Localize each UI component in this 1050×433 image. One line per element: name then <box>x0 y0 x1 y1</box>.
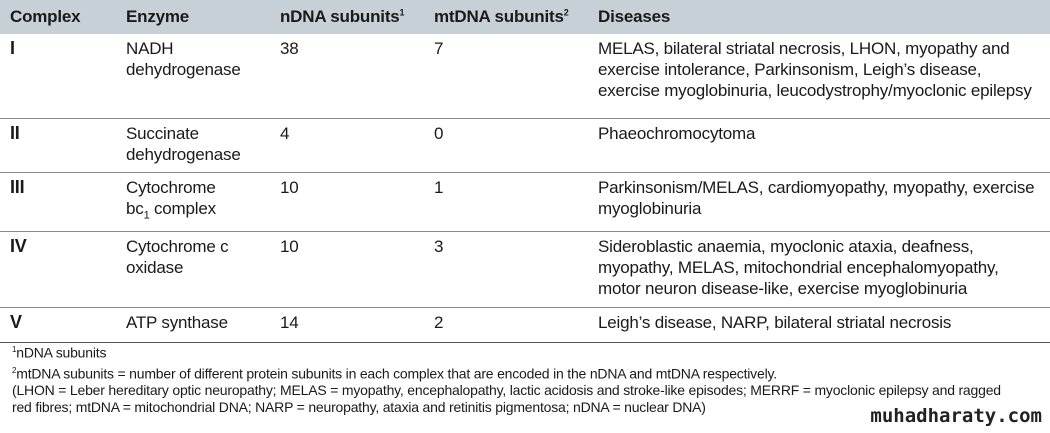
header-mtdna-footnote-mark: 2 <box>563 7 569 18</box>
cell-diseases: Leigh’s disease, NARP, bilateral striatal necrosis <box>598 312 952 332</box>
cell-mtdna: 7 <box>434 39 444 58</box>
table-row <box>0 34 1050 118</box>
watermark: muhadharaty.com <box>870 405 1042 427</box>
header-complex-label: Complex <box>10 7 81 26</box>
cell-enzyme: NADH dehydrogenase <box>126 39 241 79</box>
header-ndna <box>276 0 430 34</box>
cell-diseases: MELAS, bilateral striatal necrosis, LHON, myopathy and exercise intolerance, Parkinsonism, Leigh’s disease, exercise myoglobinuria, leucodystrophy/myoclonic epilepsy <box>598 39 1032 100</box>
footnote-1 <box>12 341 1032 362</box>
cell-diseases: Sideroblastic anaemia, myoclonic ataxia, deafness, myopathy, MELAS, mitochondrial encephalomyopathy, motor neuron disease-like, exercise myoglobinuria <box>598 236 999 298</box>
cell-complex: II <box>10 122 20 143</box>
cell-enzyme: Succinate dehydrogenase <box>126 123 241 164</box>
cell-ndna: 10 <box>280 236 299 256</box>
header-mtdna <box>430 0 594 34</box>
cell-ndna: 4 <box>280 123 290 143</box>
footnote-2-text: mtDNA subunits = number of different protein subunits in each complex that are encoded in the nDNA and mtDNA respectively. <box>16 365 777 382</box>
cell-enzyme <box>122 172 276 231</box>
footnote-1-mark: 1 <box>12 345 17 354</box>
header-diseases <box>594 0 1050 34</box>
cell-enzyme-subscript: 1 <box>143 208 150 221</box>
table-body <box>0 34 1050 342</box>
cell-diseases: Parkinsonism/MELAS, cardiomyopathy, myopathy, exercise myoglobinuria <box>598 177 1035 218</box>
cell-enzyme-complex: complex <box>149 198 216 218</box>
table-header <box>0 0 1050 34</box>
header-mtdna-label: mtDNA subunits <box>434 7 564 26</box>
cell-mtdna: 2 <box>434 312 444 332</box>
header-ndna-label: nDNA subunits <box>280 7 400 26</box>
cell-enzyme: Cytochrome c oxidase <box>126 236 229 277</box>
cell-mtdna: 0 <box>434 123 444 143</box>
cell-enzyme-bc: bc <box>126 198 144 218</box>
cell-enzyme-line1: Cytochrome <box>126 177 216 197</box>
cell-complex: IV <box>10 235 27 256</box>
table-row <box>0 172 1050 231</box>
cell-ndna: 10 <box>280 177 299 197</box>
cell-complex: III <box>10 176 25 197</box>
table-row <box>0 307 1050 342</box>
cell-mtdna: 3 <box>434 236 444 256</box>
footnote-1-text: nDNA subunits <box>16 344 107 361</box>
cell-enzyme: ATP synthase <box>126 312 228 332</box>
header-complex <box>0 0 122 34</box>
cell-complex: I <box>10 38 15 58</box>
abbreviations-note: (LHON = Leber hereditary optic neuropathy; MELAS = myopathy, encephalopathy, lactic acidosis and stroke-like episodes; MERRF = myoclonic epilepsy and ragged red fibres; mtDNA = mitochondrial DNA; NARP = neuropathy, ataxia and retinitis pigmentosa; nDNA = nuclear DNA) <box>12 382 1001 416</box>
footnote-2-mark: 2 <box>12 365 17 375</box>
table-row <box>0 231 1050 307</box>
footnote-2 <box>12 362 1032 383</box>
header-ndna-footnote-mark: 1 <box>399 7 405 18</box>
header-enzyme-label: Enzyme <box>126 7 190 26</box>
cell-ndna: 14 <box>280 312 299 332</box>
cell-diseases: Phaeochromocytoma <box>598 123 756 143</box>
cell-mtdna: 1 <box>434 177 444 197</box>
header-diseases-label: Diseases <box>598 7 671 26</box>
header-enzyme <box>122 0 276 34</box>
table-row <box>0 118 1050 172</box>
cell-ndna: 38 <box>280 39 299 58</box>
header-row <box>0 0 1050 34</box>
cell-complex: V <box>10 311 22 332</box>
